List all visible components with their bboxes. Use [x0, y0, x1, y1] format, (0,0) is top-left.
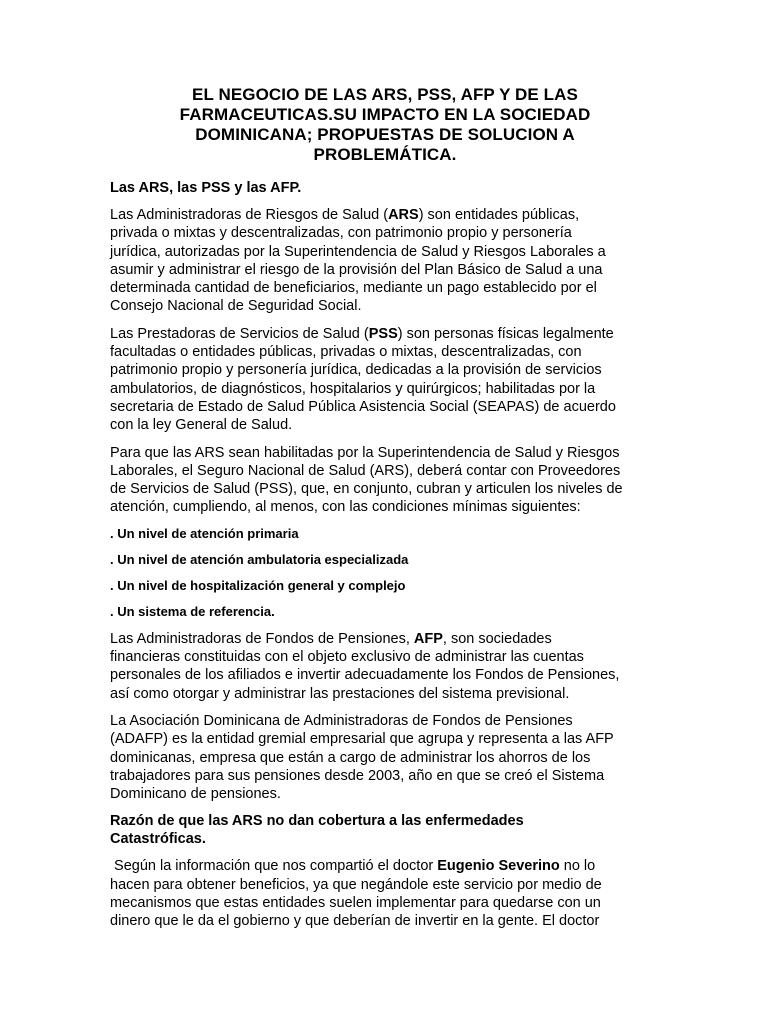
text-line: trabajadores para sus pensiones desde 2003, año en que se creó el Sistema	[110, 767, 605, 784]
text-line: personales de los afiliados e invertir adecuadamente los Fondos de Pensiones,	[110, 667, 620, 684]
paragraph-pss	[110, 325, 660, 435]
text-line: privada o mixtas y descentralizadas, con patrimonio propio y personería	[110, 225, 572, 242]
text-line: de Servicios de Salud (PSS), que, en conjunto, cubran y articulen los niveles de	[110, 481, 623, 498]
text-line	[110, 325, 660, 343]
bold-name-severino: Eugenio Severino	[437, 858, 560, 875]
bullet-item: . Un sistema de referencia.	[110, 603, 275, 619]
text-line	[110, 630, 660, 648]
title-line: DOMINICANA; PROPUESTAS DE SOLUCION A	[195, 125, 575, 144]
bold-term-pss: PSS	[368, 325, 398, 342]
text-line: hacen para obtener beneficios, ya que negándole este servicio por medio de	[110, 876, 602, 893]
text-line	[110, 857, 660, 875]
text-run: Las Administradoras de Riesgos de Salud (	[110, 207, 389, 223]
text-line: secretaria de Estado de Salud Pública Asistencia Social (SEAPAS) de acuerdo	[110, 398, 616, 415]
text-line: (ADAFP) es la entidad gremial empresarial que agrupa y representa a las AFP	[110, 731, 614, 748]
text-line: facultadas o entidades públicas, privadas o mixtas, descentralizadas, con	[110, 344, 582, 361]
bullet-item: . Un nivel de atención ambulatoria especializada	[110, 551, 409, 567]
text-run: , son sociedades	[442, 630, 552, 647]
heading-line: Catastróficas.	[110, 831, 206, 848]
text-run: Las Administradoras de Fondos de Pensiones,	[110, 630, 414, 647]
text-run: Según la información que nos compartió el doctor	[110, 858, 438, 875]
text-line: dominicanas, empresa que están a cargo de administrar los ahorros de los	[110, 749, 591, 766]
section-heading-ars-pss-afp: Las ARS, las PSS y las AFP.	[110, 180, 302, 196]
document-page	[110, 85, 660, 940]
text-line: Consejo Nacional de Seguridad Social.	[110, 298, 362, 315]
bold-term-ars: ARS	[388, 207, 419, 223]
text-line: con la ley General de Salud.	[110, 417, 293, 434]
text-line: atención, cumpliendo, al menos, con las condiciones mínimas siguientes:	[110, 499, 581, 516]
text-line: determinada cantidad de beneficiarios, mediante un pago establecido por el	[110, 280, 597, 297]
bullet-item: . Un nivel de atención primaria	[110, 525, 299, 541]
text-run: ) son entidades públicas,	[418, 207, 580, 223]
text-run: ) son personas físicas legalmente	[397, 325, 614, 342]
paragraph-severino	[110, 857, 660, 930]
text-line: La Asociación Dominicana de Administradoras de Fondos de Pensiones	[110, 712, 573, 729]
text-line: financieras constituidas con el objeto exclusivo de administrar las cuentas	[110, 649, 584, 666]
text-line: Laborales, el Seguro Nacional de Salud (ARS), deberá contar con Proveedores	[110, 462, 621, 479]
section-heading-catastroficas	[110, 812, 660, 848]
text-run: Las Prestadoras de Servicios de Salud (	[110, 325, 369, 342]
heading-line: Razón de que las ARS no dan cobertura a las enfermedades	[110, 813, 524, 830]
text-line: Dominicano de pensiones.	[110, 786, 281, 803]
document-title	[110, 85, 660, 165]
title-line: EL NEGOCIO DE LAS ARS, PSS, AFP Y DE LAS	[192, 85, 578, 104]
text-line: así como otorgar y administrar las prestaciones del sistema previsional.	[110, 685, 570, 702]
paragraph-habilitacion	[110, 444, 660, 517]
text-line: asumir y administrar el riesgo de la provisión del Plan Básico de Salud a una	[110, 261, 603, 278]
paragraph-afp	[110, 630, 660, 703]
title-line: PROBLEMÁTICA.	[313, 145, 457, 164]
bullet-item: . Un nivel de hospitalización general y complejo	[110, 577, 406, 593]
paragraph-adafp	[110, 712, 660, 803]
text-run: no lo	[559, 858, 596, 875]
text-line: patrimonio propio y personería jurídica, dedicadas a la provisión de servicios	[110, 362, 602, 379]
text-line: dinero que le da el gobierno y que deberían de invertir en la gente. El doctor	[110, 913, 600, 930]
text-line: mecanismos que estas entidades suelen implementar para quedarse con un	[110, 895, 601, 912]
bold-term-afp: AFP	[413, 630, 443, 647]
paragraph-ars	[110, 206, 660, 316]
text-line: Para que las ARS sean habilitadas por la Superintendencia de Salud y Riesgos	[110, 444, 620, 461]
title-line: FARMACEUTICAS.SU IMPACTO EN LA SOCIEDAD	[179, 105, 591, 124]
text-line: jurídica, autorizadas por la Superintendencia de Salud y Riesgos Laborales a	[110, 243, 606, 260]
text-line: ambulatorios, de diagnósticos, hospitalarios y quirúrgicos; habilitadas por la	[110, 380, 596, 397]
text-line	[110, 206, 660, 224]
